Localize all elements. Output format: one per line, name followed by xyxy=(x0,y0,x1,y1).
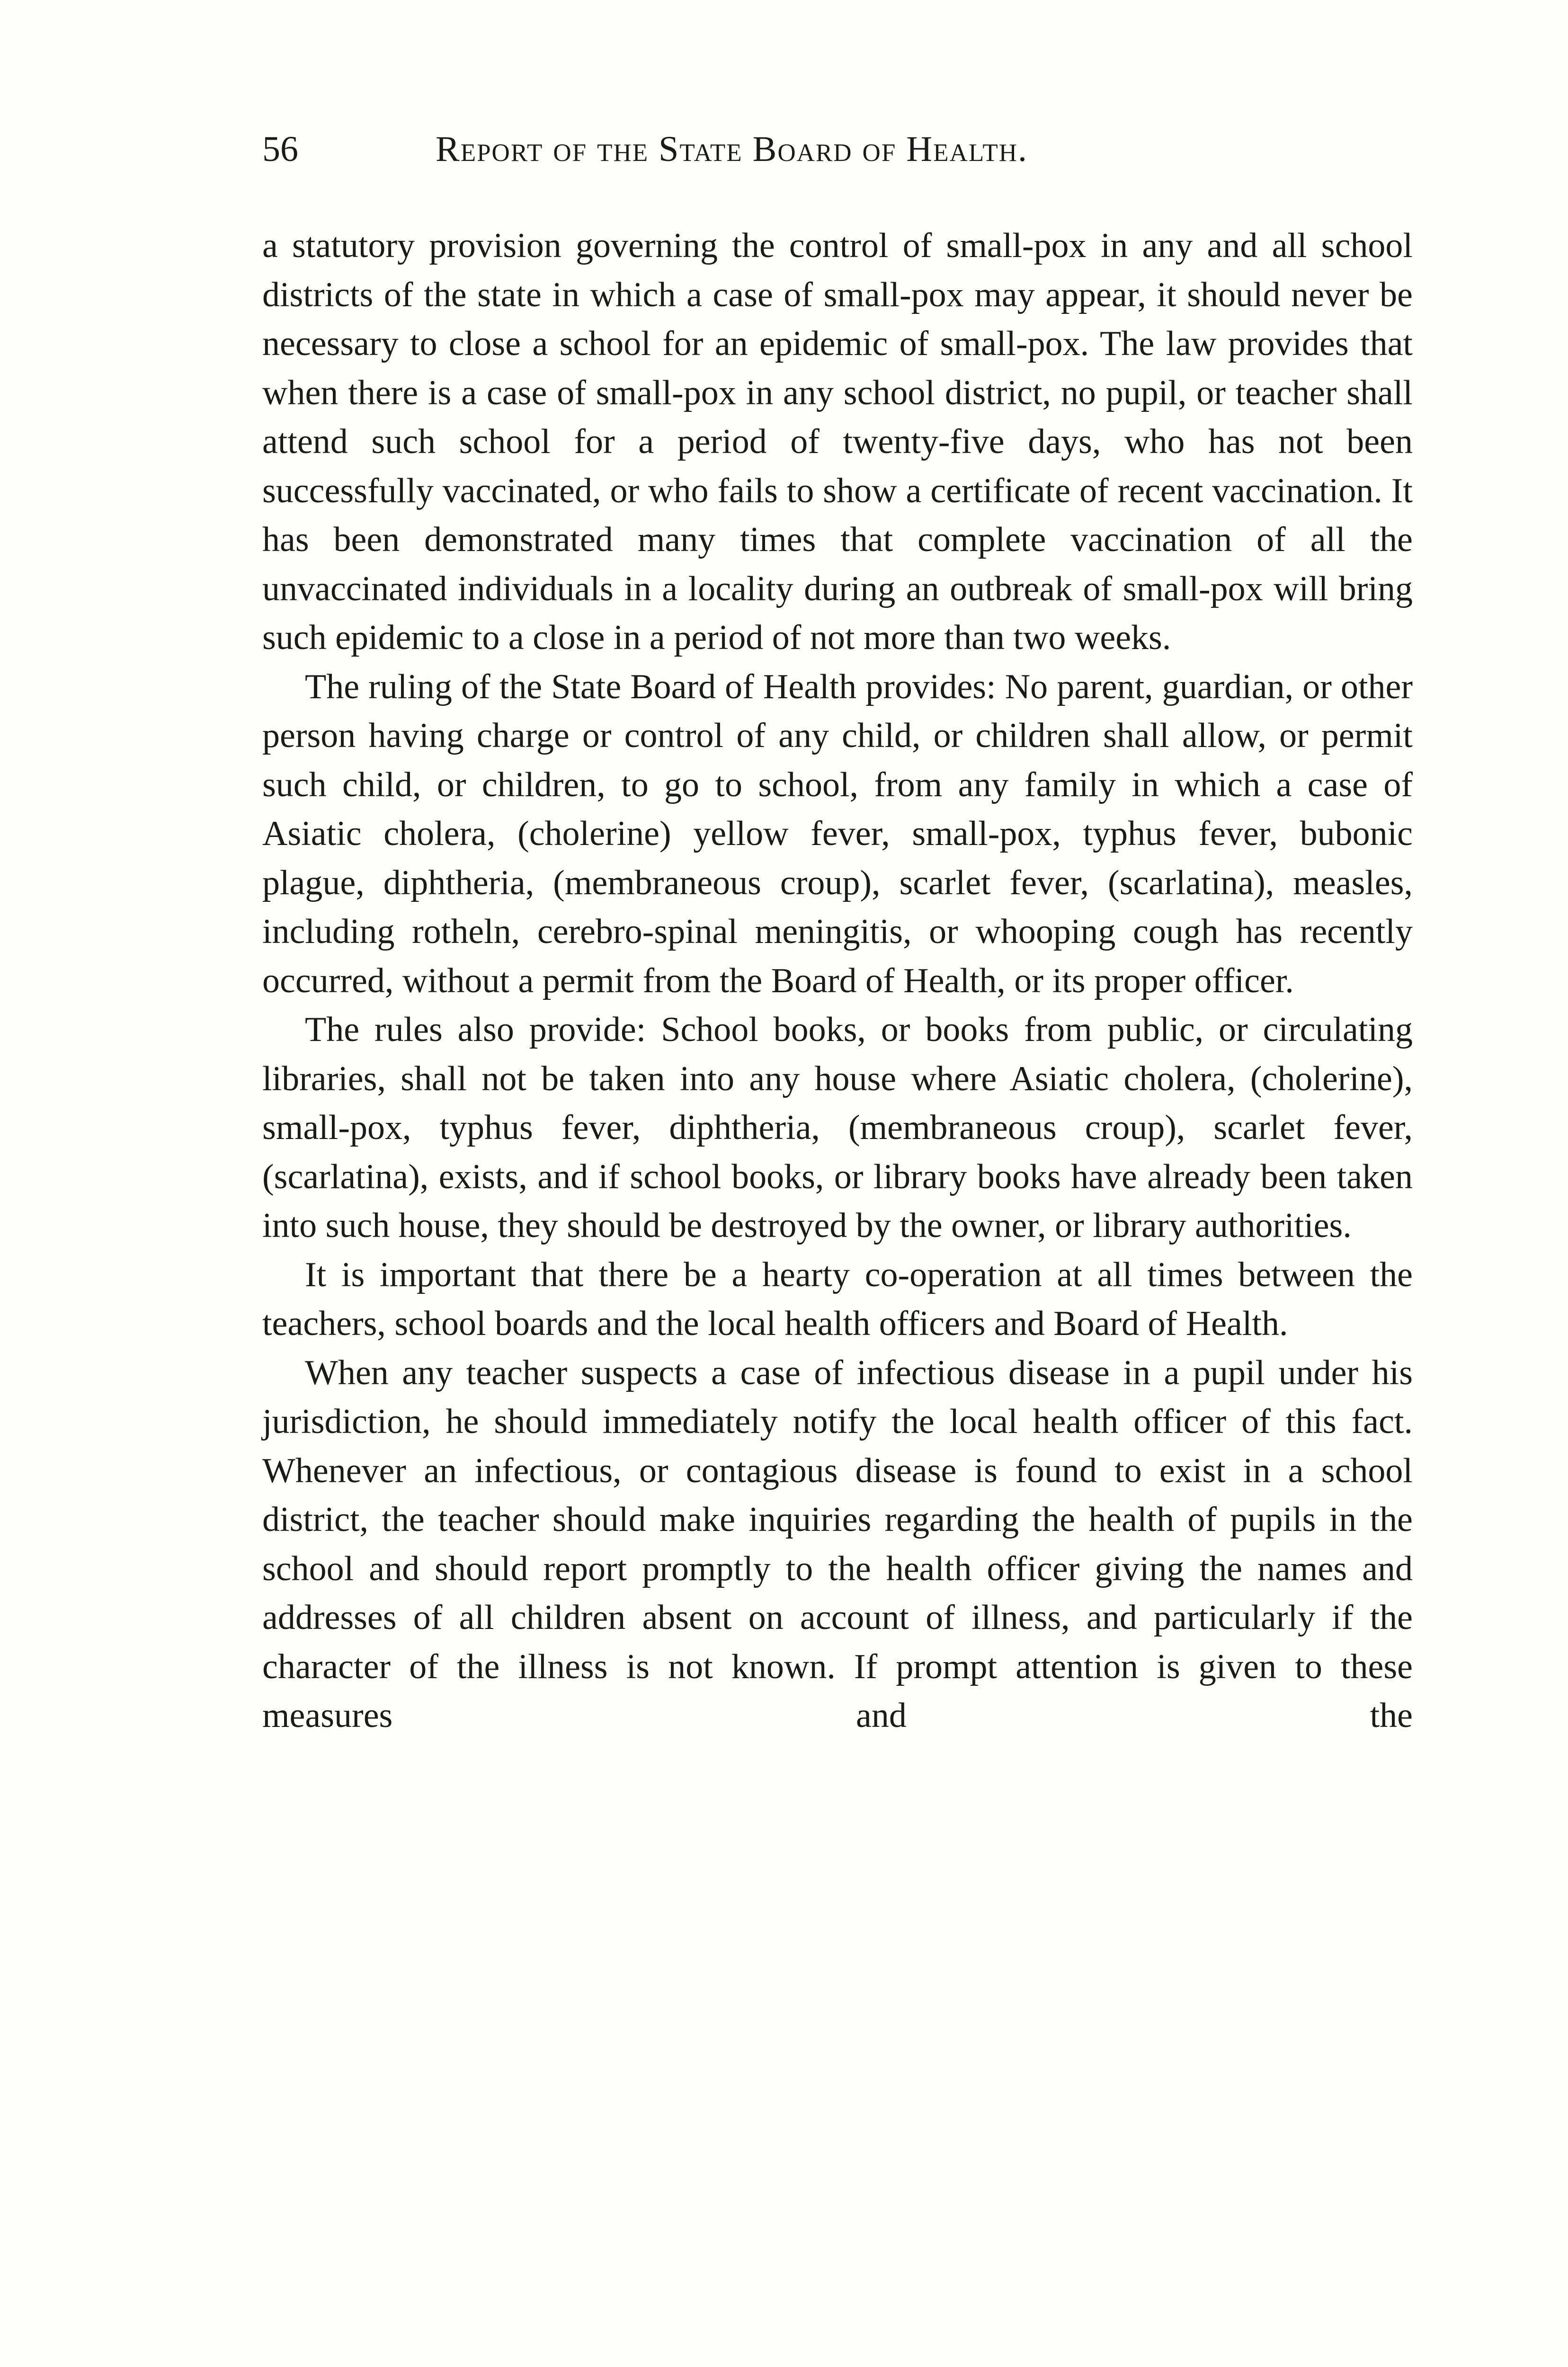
running-header xyxy=(262,128,1413,170)
page-number: 56 xyxy=(262,129,298,169)
running-title: Report of the State Board of Health. xyxy=(436,129,1028,169)
paragraph-cooperation: It is important that there be a hearty co-operation at all times between the teachers, school boards and the local health officers and Board of Health. xyxy=(262,1255,1413,1343)
paragraph-teacher-reporting: When any teacher suspects a case of infectious disease in a pupil under his jurisdiction, he should immediately notify the local health officer of this fact. Whenever an infectious, or contagious disease is found to exist in a school district, the teacher should make inquiries regarding the health of pupils in the school and should report promptly to the health officer giving the names and addresses of all children absent on account of illness, and particularly if the character of the illness is not known. If prompt attention is given to these measures and the xyxy=(262,1353,1413,1735)
paragraph-board-ruling: The ruling of the State Board of Health provides: No parent, guardian, or other person having charge or control of any child, or children shall allow, or permit such child, or children, to go to school, from any family in which a case of Asiatic cholera, (cholerine) yellow fever, small-pox, typhus fever, bubonic plague, diphtheria, (membraneous croup), scarlet fever, (scarlatina), measles, including rotheln, cerebro-spinal meningitis, or whooping cough has recently occurred, without a permit from the Board of Health, or its proper officer. xyxy=(262,667,1413,1000)
paragraph-school-books-rule: The rules also provide: School books, or books from public, or circulating libraries, shall not be taken into any house where Asiatic cholera, (cholerine), small-pox, typhus fever, diphtheria, (membraneous croup), scarlet fever, (scarlatina), exists, and if school books, or library books have already been taken into such house, they should be destroyed by the owner, or library authorities. xyxy=(262,1010,1413,1245)
body-text xyxy=(262,222,1413,1741)
paragraph-vaccination-law: a statutory provision governing the control of small-pox in any and all school districts of the state in which a case of small-pox may appear, it should never be necessary to close a school for an epidemic of small-pox. The law provides that when there is a case of small-pox in any school district, no pupil, or teacher shall attend such school for a period of twenty-five days, who has not been successfully vaccinated, or who fails to show a certificate of recent vaccination. It has been demonstrated many times that complete vaccination of all the unvaccinated individuals in a locality during an outbreak of small-pox will bring such epidemic to a close in a period of not more than two weeks. xyxy=(262,226,1413,657)
